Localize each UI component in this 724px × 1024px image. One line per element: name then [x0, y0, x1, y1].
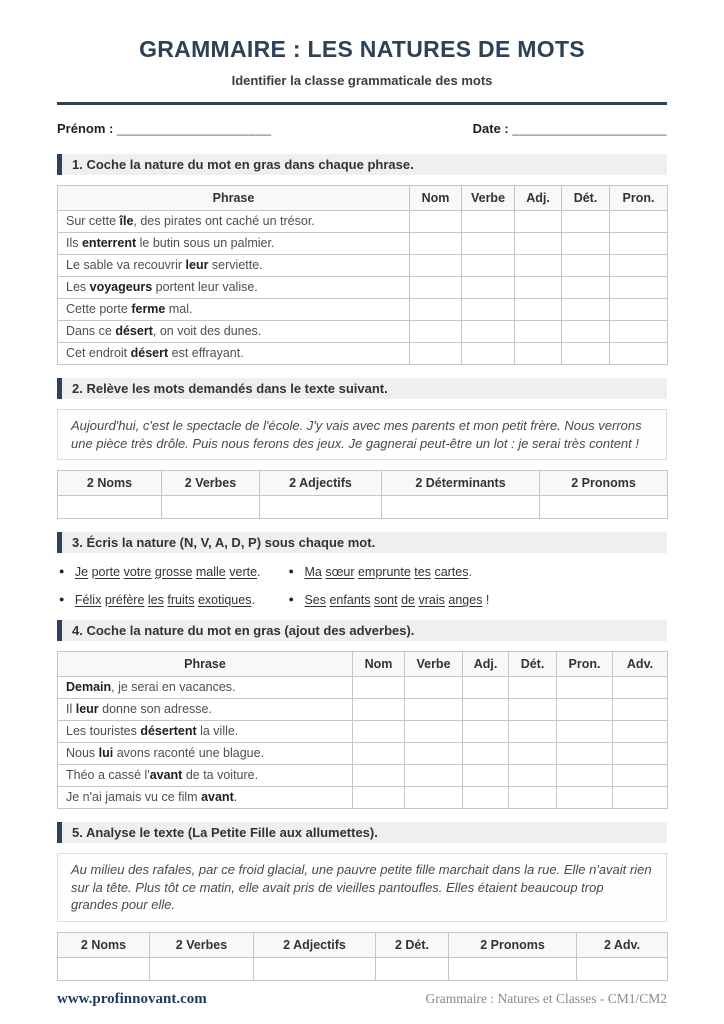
answer-cell[interactable] — [353, 743, 405, 765]
table-row — [58, 211, 668, 233]
answer-cell[interactable] — [463, 677, 509, 699]
word: Ses — [304, 593, 326, 607]
word: cartes — [434, 565, 469, 579]
answer-cell[interactable] — [463, 765, 509, 787]
section-4 — [57, 620, 667, 809]
table-row — [58, 233, 668, 255]
answer-cell[interactable] — [562, 233, 610, 255]
phrase-cell: Il leur donne son adresse. — [58, 699, 353, 721]
answer-cell[interactable] — [515, 255, 562, 277]
word: préfère — [104, 593, 145, 607]
column-header-noms: 2 Noms — [58, 932, 150, 957]
section-5-text: Au milieu des rafales, par ce froid glacial, une pauvre petite fille marchait dans la rue. Elle n'avait rien sur la tête. Plus tôt ce matin, elle avait pris de vieilles pantoufles. Elles étaient beaucoup trop grandes pour elle. — [57, 853, 667, 922]
answer-cell[interactable] — [405, 677, 463, 699]
column-header-phrase: Phrase — [58, 186, 410, 211]
column-header-det: Dét. — [562, 186, 610, 211]
section-4-heading: 4. Coche la nature du mot en gras (ajout des adverbes). — [57, 620, 667, 641]
word: les — [147, 593, 164, 607]
page-footer — [57, 991, 667, 1008]
answer-cell[interactable] — [613, 677, 668, 699]
word: fruits — [167, 593, 195, 607]
answer-cell[interactable] — [462, 277, 515, 299]
phrase-cell: Cette porte ferme mal. — [58, 299, 410, 321]
section-2-text: Aujourd'hui, c'est le spectacle de l'école. J'y vais avec mes parents et mon petit frère. Nous verrons une pièce très drôle. Puis nous ferons des jeux. Je gagnerai peut-être un lot : je serai très content ! — [57, 409, 667, 460]
answer-cell[interactable] — [410, 233, 462, 255]
answer-cell[interactable] — [462, 299, 515, 321]
word: de — [401, 593, 416, 607]
phrase-cell: Les voyageurs portent leur valise. — [58, 277, 410, 299]
answer-cell[interactable] — [260, 496, 382, 519]
answer-cell[interactable] — [405, 721, 463, 743]
answer-cell[interactable] — [463, 721, 509, 743]
answer-cell[interactable] — [410, 277, 462, 299]
table-row — [58, 957, 668, 980]
phrase-cell: Ils enterrent le butin sous un palmier. — [58, 233, 410, 255]
column-header-pron: Pron. — [557, 652, 613, 677]
section-5-heading: 5. Analyse le texte (La Petite Fille aux allumettes). — [57, 822, 667, 843]
column-header-adjectifs: 2 Adjectifs — [254, 932, 376, 957]
answer-cell[interactable] — [353, 721, 405, 743]
answer-cell[interactable] — [353, 787, 405, 809]
column-header-determinants: 2 Déterminants — [382, 471, 540, 496]
answer-cell[interactable] — [610, 255, 668, 277]
column-header-pron: Pron. — [610, 186, 668, 211]
answer-cell[interactable] — [557, 787, 613, 809]
answer-cell[interactable] — [515, 299, 562, 321]
table-row — [58, 343, 668, 365]
section-3-heading: 3. Écris la nature (N, V, A, D, P) sous chaque mot. — [57, 532, 667, 553]
sentence-end: . — [251, 593, 255, 607]
word: anges — [448, 593, 483, 607]
word: verte — [229, 565, 258, 579]
column-header-adj: Adj. — [515, 186, 562, 211]
answer-cell[interactable] — [405, 765, 463, 787]
answer-cell[interactable] — [254, 957, 376, 980]
table-row — [58, 321, 668, 343]
name-field — [57, 121, 272, 136]
answer-cell[interactable] — [562, 255, 610, 277]
word: emprunte — [357, 565, 411, 579]
answer-cell[interactable] — [613, 721, 668, 743]
column-header-adj: Adj. — [463, 652, 509, 677]
word: votre — [123, 565, 152, 579]
column-header-pronoms: 2 Pronoms — [449, 932, 577, 957]
answer-cell[interactable] — [509, 787, 557, 809]
word: porte — [91, 565, 121, 579]
answer-cell[interactable] — [353, 699, 405, 721]
answer-cell[interactable] — [463, 743, 509, 765]
table-header-row — [58, 932, 668, 957]
answer-cell[interactable] — [353, 677, 405, 699]
phrase-cell: Nous lui avons raconté une blague. — [58, 743, 353, 765]
table-row — [58, 677, 668, 699]
answer-cell[interactable] — [613, 699, 668, 721]
answer-cell[interactable] — [562, 277, 610, 299]
phrase-cell: Les touristes désertent la ville. — [58, 721, 353, 743]
answer-cell[interactable] — [610, 277, 668, 299]
date-blank[interactable]: ____________________ — [512, 121, 667, 136]
answer-cell[interactable] — [540, 496, 668, 519]
table-row — [58, 277, 668, 299]
page-subtitle: Identifier la classe grammaticale des mots — [231, 73, 493, 88]
column-header-nom: Nom — [353, 652, 405, 677]
section-2-table — [57, 470, 668, 519]
word: Ma — [304, 565, 322, 579]
analysis-sentence — [59, 593, 261, 607]
table-header-row — [58, 186, 668, 211]
word: Félix — [74, 593, 102, 607]
answer-cell[interactable] — [562, 299, 610, 321]
answer-cell[interactable] — [515, 211, 562, 233]
bullet-icon: ● — [288, 566, 294, 576]
answer-cell[interactable] — [150, 957, 254, 980]
section-3 — [57, 532, 667, 607]
answer-cell[interactable] — [515, 277, 562, 299]
answer-cell[interactable] — [509, 721, 557, 743]
table-row — [58, 255, 668, 277]
divider — [57, 102, 667, 105]
answer-cell[interactable] — [509, 699, 557, 721]
name-blank[interactable]: ____________________ — [116, 121, 272, 136]
section-4-table — [57, 651, 668, 809]
phrase-cell: Le sable va recouvrir leur serviette. — [58, 255, 410, 277]
answer-cell[interactable] — [509, 677, 557, 699]
answer-cell[interactable] — [58, 957, 150, 980]
word: tes — [414, 565, 431, 579]
word: vrais — [418, 593, 445, 607]
phrase-cell: Demain, je serai en vacances. — [58, 677, 353, 699]
analysis-sentence — [289, 565, 667, 579]
answer-cell[interactable] — [509, 765, 557, 787]
sentence-end: ! — [482, 593, 490, 607]
column-header-adv: 2 Adv. — [577, 932, 668, 957]
answer-cell[interactable] — [410, 321, 462, 343]
answer-cell[interactable] — [557, 721, 613, 743]
sentence-list — [59, 565, 667, 607]
section-5 — [57, 822, 667, 981]
answer-cell[interactable] — [462, 343, 515, 365]
answer-cell[interactable] — [577, 957, 668, 980]
phrase-cell: Je n'ai jamais vu ce film avant. — [58, 787, 353, 809]
table-row — [58, 765, 668, 787]
phrase-cell: Sur cette île, des pirates ont caché un trésor. — [58, 211, 410, 233]
section-1-table — [57, 185, 668, 365]
word: malle — [195, 565, 226, 579]
sentence-end: . — [257, 565, 261, 579]
phrase-cell: Cet endroit désert est effrayant. — [58, 343, 410, 365]
section-1 — [57, 154, 667, 365]
answer-cell[interactable] — [382, 496, 540, 519]
table-row — [58, 496, 668, 519]
date-field — [473, 121, 667, 136]
column-header-noms: 2 Noms — [58, 471, 162, 496]
answer-cell[interactable] — [376, 957, 449, 980]
answer-cell[interactable] — [410, 343, 462, 365]
answer-cell[interactable] — [58, 496, 162, 519]
table-row — [58, 721, 668, 743]
section-2 — [57, 378, 667, 519]
answer-cell[interactable] — [410, 255, 462, 277]
answer-cell[interactable] — [462, 321, 515, 343]
answer-cell[interactable] — [610, 321, 668, 343]
name-label: Prénom : — [57, 121, 114, 136]
answer-cell[interactable] — [449, 957, 577, 980]
answer-cell[interactable] — [610, 233, 668, 255]
answer-cell[interactable] — [515, 321, 562, 343]
bullet-icon: ● — [288, 594, 294, 604]
answer-cell[interactable] — [613, 765, 668, 787]
date-label: Date : — [472, 121, 509, 136]
answer-cell[interactable] — [463, 699, 509, 721]
answer-cell[interactable] — [353, 765, 405, 787]
word: exotiques — [197, 593, 252, 607]
column-header-det: 2 Dét. — [376, 932, 449, 957]
column-header-adjectifs: 2 Adjectifs — [260, 471, 382, 496]
column-header-adv: Adv. — [613, 652, 668, 677]
word: sont — [373, 593, 398, 607]
column-header-det: Dét. — [509, 652, 557, 677]
answer-cell[interactable] — [562, 321, 610, 343]
answer-cell[interactable] — [405, 787, 463, 809]
phrase-cell: Théo a cassé l'avant de ta voiture. — [58, 765, 353, 787]
answer-cell[interactable] — [610, 211, 668, 233]
column-header-verbes: 2 Verbes — [162, 471, 260, 496]
phrase-cell: Dans ce désert, on voit des dunes. — [58, 321, 410, 343]
table-row — [58, 699, 668, 721]
answer-cell[interactable] — [410, 299, 462, 321]
answer-cell[interactable] — [562, 343, 610, 365]
table-row — [58, 299, 668, 321]
column-header-verbes: 2 Verbes — [150, 932, 254, 957]
answer-cell[interactable] — [557, 743, 613, 765]
answer-cell[interactable] — [557, 699, 613, 721]
bullet-icon: ● — [59, 566, 65, 576]
section-2-heading: 2. Relève les mots demandés dans le texte suivant. — [57, 378, 667, 399]
table-header-row — [58, 652, 668, 677]
column-header-nom: Nom — [410, 186, 462, 211]
answer-cell[interactable] — [405, 743, 463, 765]
answer-cell[interactable] — [462, 255, 515, 277]
answer-cell[interactable] — [509, 743, 557, 765]
answer-cell[interactable] — [610, 343, 668, 365]
column-header-verbe: Verbe — [462, 186, 515, 211]
table-header-row — [58, 471, 668, 496]
answer-cell[interactable] — [463, 787, 509, 809]
answer-cell[interactable] — [557, 677, 613, 699]
sentence-end: . — [468, 565, 472, 579]
meta-row — [57, 121, 667, 136]
word: enfants — [329, 593, 371, 607]
answer-cell[interactable] — [162, 496, 260, 519]
table-row — [58, 743, 668, 765]
analysis-sentence — [289, 593, 667, 607]
answer-cell[interactable] — [462, 233, 515, 255]
answer-cell[interactable] — [515, 233, 562, 255]
word: Je — [74, 565, 89, 579]
website-link[interactable]: www.profinnovant.com — [57, 991, 207, 1007]
answer-cell[interactable] — [515, 343, 562, 365]
column-header-verbe: Verbe — [405, 652, 463, 677]
answer-cell[interactable] — [557, 765, 613, 787]
analysis-sentence — [59, 565, 261, 579]
section-5-table — [57, 932, 668, 981]
column-header-pronoms: 2 Pronoms — [540, 471, 668, 496]
answer-cell[interactable] — [562, 211, 610, 233]
page-title: GRAMMAIRE : LES NATURES DE MOTS — [139, 36, 585, 62]
answer-cell[interactable] — [405, 699, 463, 721]
column-header-phrase: Phrase — [58, 652, 353, 677]
document-reference: Grammaire : Natures et Classes - CM1/CM2 — [425, 991, 667, 1006]
answer-cell[interactable] — [610, 299, 668, 321]
bullet-icon: ● — [59, 594, 65, 604]
answer-cell[interactable] — [613, 787, 668, 809]
table-row — [58, 787, 668, 809]
word: grosse — [154, 565, 193, 579]
answer-cell[interactable] — [410, 211, 462, 233]
section-1-heading: 1. Coche la nature du mot en gras dans chaque phrase. — [57, 154, 667, 175]
answer-cell[interactable] — [462, 211, 515, 233]
answer-cell[interactable] — [613, 743, 668, 765]
word: sœur — [325, 565, 355, 579]
